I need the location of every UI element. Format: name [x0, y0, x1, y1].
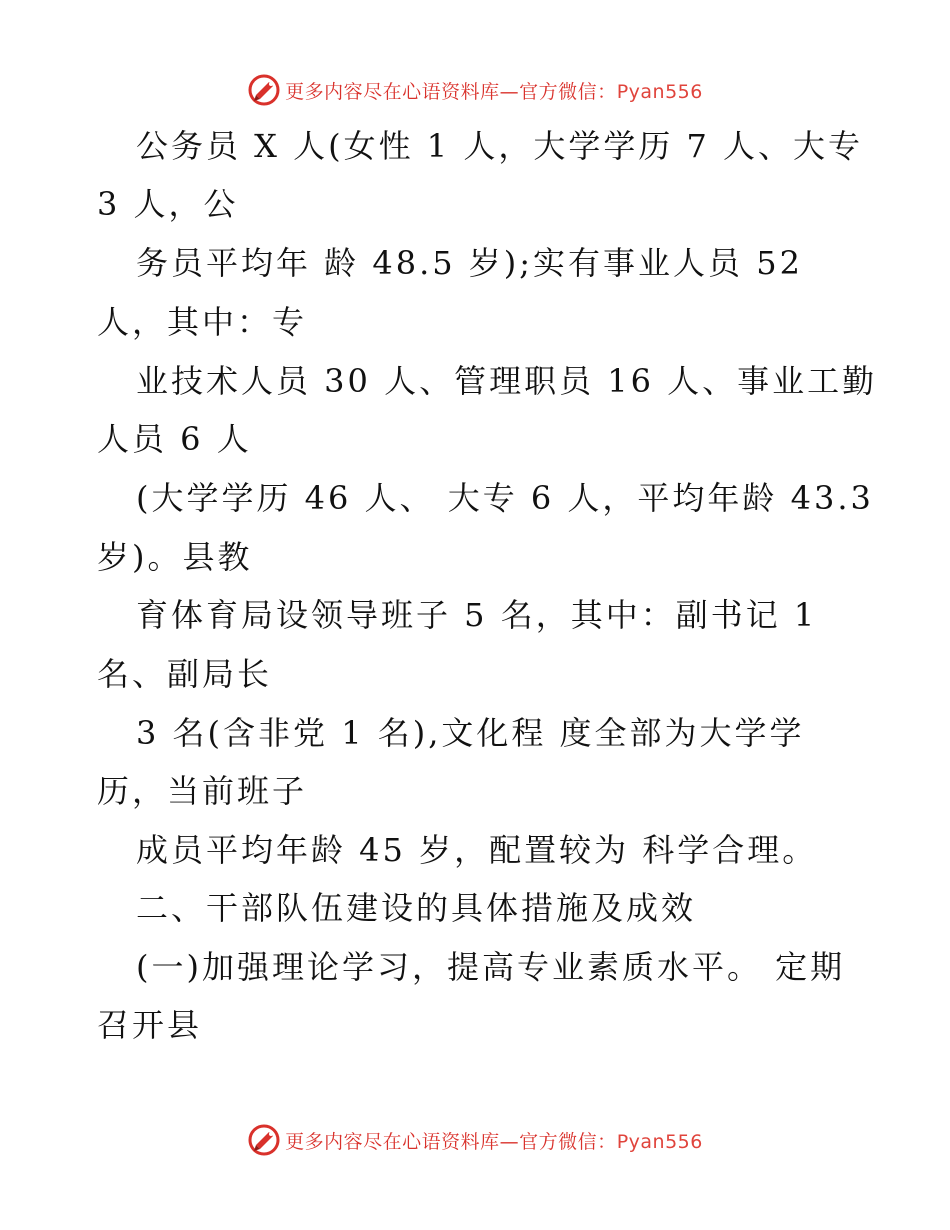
header-wechat-id: Pyan556	[616, 80, 703, 103]
footer-banner-text	[285, 1127, 703, 1154]
footer-wechat-id: Pyan556	[616, 1130, 703, 1153]
body-line: 人员 6 人	[97, 420, 252, 458]
body-line: 3 人，公	[97, 185, 239, 223]
pen-logo-icon	[247, 1123, 281, 1157]
header-wechat-label: 官方微信：	[519, 80, 617, 103]
footer-separator: —	[499, 1130, 520, 1153]
body-line: (大学学历 46 人、 大专 6 人，平均年龄 43.3	[136, 479, 874, 517]
subsection-heading: (一)加强理论学习，提高专业素质水平。 定期	[136, 948, 846, 986]
pen-logo-icon	[247, 73, 281, 107]
body-line: 成员平均年龄 45 岁，配置较为 科学合理。	[136, 831, 818, 869]
body-line: 公务员 X 人(女性 1 人，大学学历 7 人、大专	[136, 127, 864, 165]
body-line: 人，其中：专	[97, 303, 308, 341]
footer-banner	[0, 1120, 950, 1160]
header-separator: —	[499, 80, 520, 103]
body-line: 育体育局设领导班子 5 名，其中：副书记 1	[136, 596, 818, 634]
body-line: 历，当前班子	[97, 772, 308, 810]
body-line: 3 名(含非党 1 名),文化程 度全部为大学学	[136, 714, 805, 752]
body-line: 名、副局长	[97, 655, 273, 693]
section-heading: 二、干部队伍建设的具体措施及成效	[136, 889, 697, 927]
body-line: 岁)。县教	[97, 538, 253, 576]
body-line: 业技术人员 30 人、管理职员 16 人、事业工勤	[136, 362, 878, 400]
header-banner-text	[285, 77, 703, 104]
body-line: 务员平均年 龄 48.5 岁);实有事业人员 52	[136, 244, 803, 282]
body-line: 召开县	[97, 1006, 203, 1044]
footer-wechat-label: 官方微信：	[519, 1130, 617, 1153]
header-banner	[0, 70, 950, 110]
footer-brand: 更多内容尽在心语资料库	[285, 1130, 500, 1153]
header-brand: 更多内容尽在心语资料库	[285, 80, 500, 103]
